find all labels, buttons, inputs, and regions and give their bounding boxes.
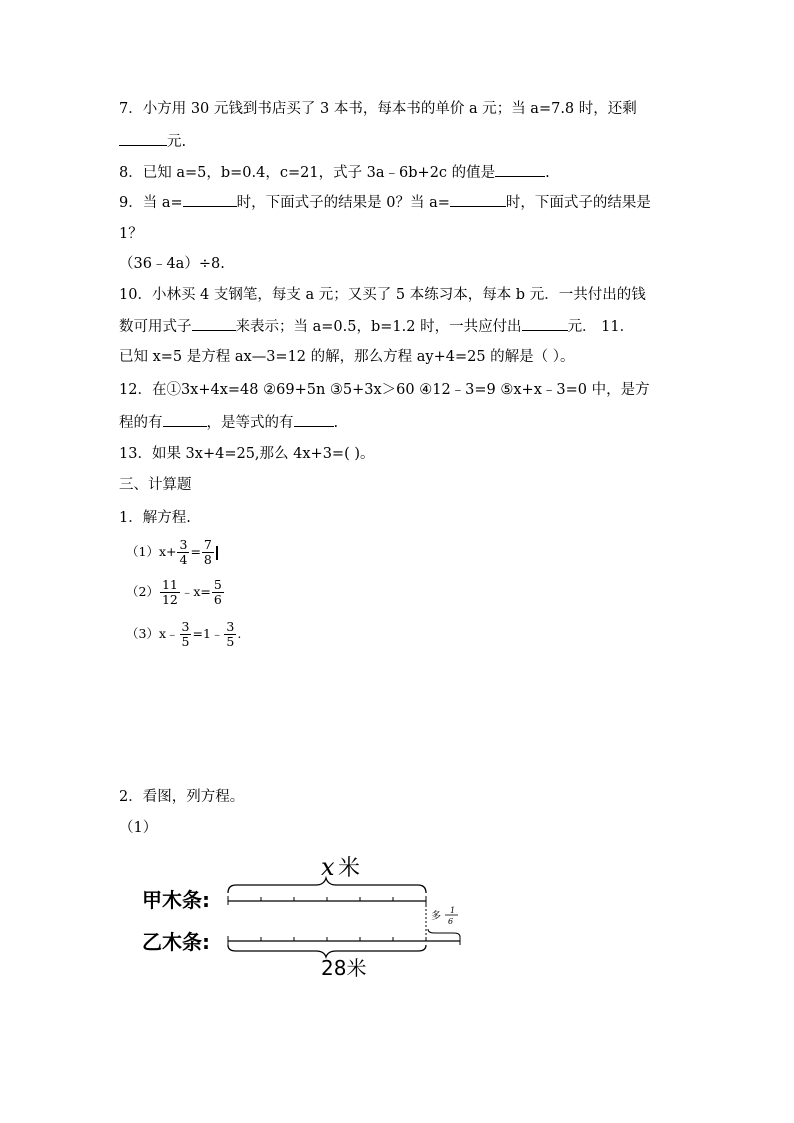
- top-brace: [228, 878, 426, 893]
- q12-text-2: ，是等式的有: [206, 415, 294, 431]
- segment-jia: [228, 896, 426, 905]
- answer-blank[interactable]: [522, 316, 568, 331]
- variable-x: x: [321, 853, 335, 881]
- answer-blank[interactable]: [495, 162, 545, 177]
- denominator: 4: [179, 552, 188, 567]
- denominator: 8: [203, 552, 212, 567]
- answer-blank[interactable]: [294, 412, 334, 427]
- q10-line1: 10．小林买 4 支钢笔，每支 a 元；又买了 5 本练习本，每本 b 元．一共付出的钱: [119, 287, 646, 303]
- q12-text-3: .: [333, 415, 339, 431]
- q10-line2: [119, 316, 634, 337]
- q10-text-1: 数可用式子: [119, 319, 192, 335]
- fraction: [212, 578, 224, 607]
- numerator: 3: [226, 619, 235, 634]
- eq3-label: （3）x﹣: [126, 626, 179, 641]
- q9-expression: （36﹣4a）÷8.: [119, 256, 225, 272]
- q8-text: 8．已知 a=5，b=0.4，c=21，式子 3a﹣6b+2c 的值是: [119, 165, 496, 181]
- q9-text-1: 9．当 a=: [119, 195, 183, 211]
- q8-end: .: [545, 165, 550, 181]
- eq2-label: （2）: [126, 584, 159, 599]
- equation-1: [126, 538, 218, 567]
- fraction: [180, 620, 192, 649]
- q9-text-3: 时，下面式子的结果是: [505, 195, 651, 211]
- fraction: [224, 620, 236, 649]
- q8-line: [119, 162, 550, 183]
- q7-line2: [119, 131, 186, 152]
- numerator: 3: [181, 619, 190, 634]
- fraction: [160, 578, 180, 607]
- numerator: 11: [161, 577, 178, 592]
- equals-sign: =: [190, 544, 201, 559]
- row-label-jia: 甲木条:: [142, 888, 210, 912]
- answer-blank[interactable]: [192, 316, 236, 331]
- numerator: 7: [203, 537, 212, 552]
- numerator: 3: [179, 537, 188, 552]
- more-numerator: 1: [450, 906, 456, 915]
- q12-text-1: 程的有: [119, 415, 163, 431]
- extra-brace: [428, 929, 460, 937]
- equation-operator: =1﹣: [192, 626, 224, 641]
- unit-label: 米: [338, 856, 361, 881]
- c1-title: 1．解方程.: [119, 510, 191, 526]
- denominator: 12: [161, 592, 178, 607]
- fraction: [177, 538, 189, 567]
- answer-blank[interactable]: [450, 192, 506, 207]
- q7-line1: 7．小方用 30 元钱到书店买了 3 本书，每本书的单价 a 元；当 a=7.8 时，还剩: [119, 101, 637, 117]
- answer-blank[interactable]: [163, 412, 207, 427]
- answer-blank[interactable]: [119, 131, 167, 146]
- q7-line2-text: 元.: [167, 134, 187, 150]
- q13-line: 13．如果 3x+4=25,那么 4x+3=( )。: [119, 446, 375, 462]
- equation-3: [126, 620, 241, 649]
- section-title: 三、计算题: [119, 477, 192, 493]
- more-label: 多: [431, 911, 441, 922]
- q12-line2: [119, 412, 338, 433]
- q10-text-3: 元． 11．: [567, 319, 635, 335]
- q9-line1: [119, 192, 651, 213]
- line-segment-diagram: [140, 845, 470, 980]
- q9-line2: 1？: [119, 226, 143, 242]
- equation-2: [126, 578, 225, 607]
- q9-text-2: 时，下面式子的结果是 0？当 a=: [236, 195, 450, 211]
- denominator: 5: [181, 634, 190, 649]
- period: .: [237, 626, 242, 641]
- numerator: 5: [213, 577, 222, 592]
- c2-sub: （1）: [119, 820, 158, 836]
- bottom-label: 28米: [321, 956, 367, 980]
- more-denominator: 6: [448, 917, 454, 926]
- q11-line: 已知 x=5 是方程 ax—3=12 的解，那么方程 ay+4=25 的解是（ ）。: [119, 349, 575, 365]
- row-label-yi: 乙木条:: [142, 930, 210, 954]
- denominator: 6: [213, 592, 222, 607]
- c2-title: 2．看图，列方程。: [119, 789, 245, 805]
- fraction: [202, 538, 214, 567]
- text-cursor: [216, 546, 218, 560]
- q12-line1: 12．在①3x+4x=48 ②69+5n ③5+3x＞60 ④12﹣3=9 ⑤x+x﹣3=0 中，是方: [119, 382, 650, 398]
- answer-blank[interactable]: [183, 192, 237, 207]
- equation-operator: ﹣x=: [180, 584, 211, 599]
- segment-yi: [228, 936, 460, 945]
- q10-text-2: 来表示；当 a=0.5，b=1.2 时，一共应付出: [235, 319, 522, 335]
- eq1-label: （1）x+: [126, 544, 177, 559]
- denominator: 5: [226, 634, 235, 649]
